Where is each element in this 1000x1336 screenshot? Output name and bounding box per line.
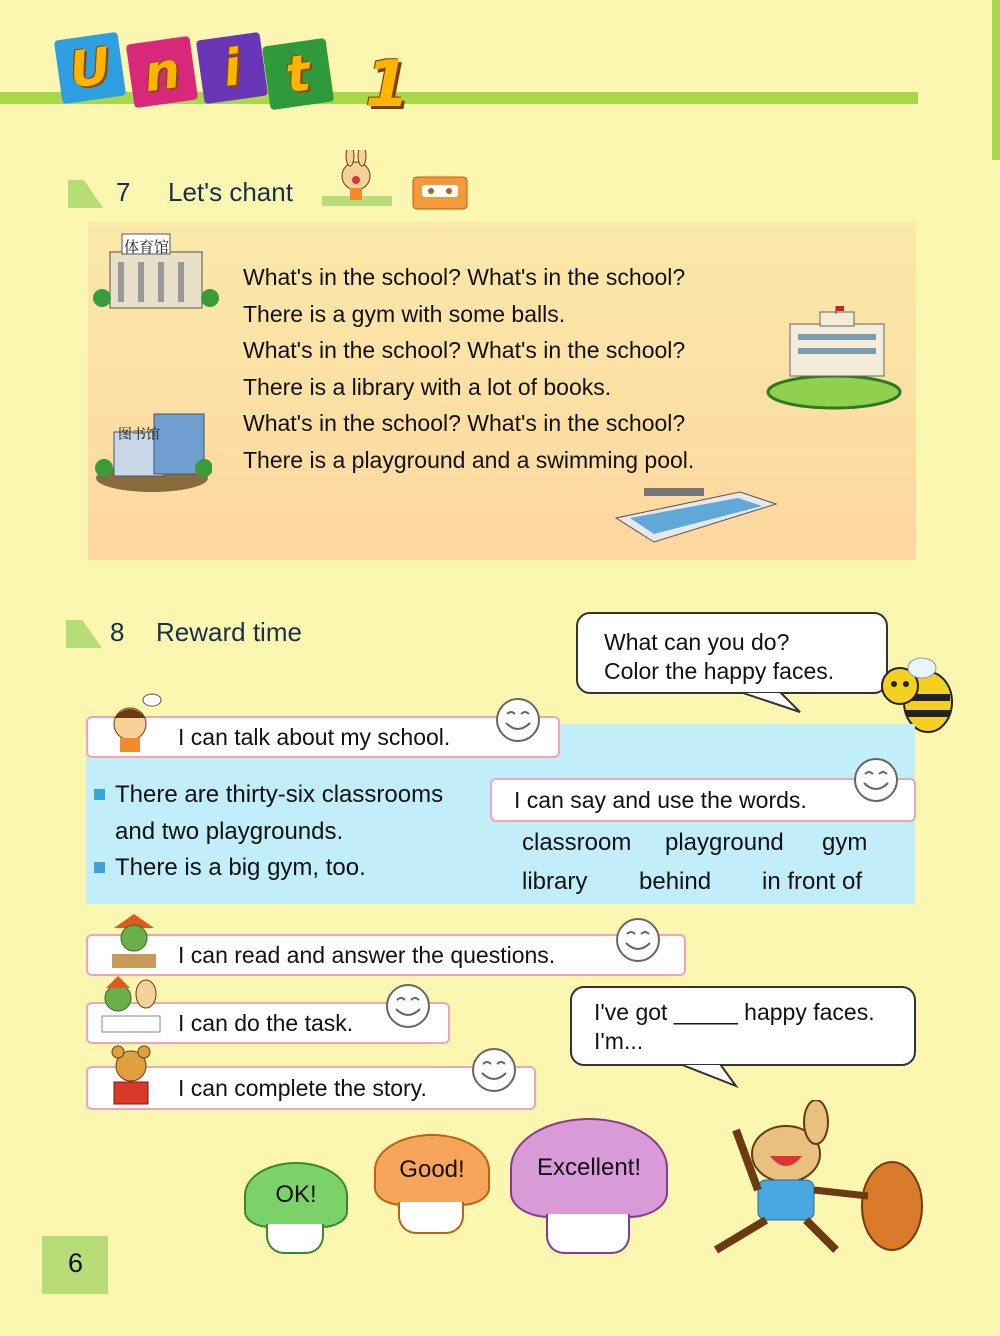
right-edge-strip (992, 0, 1000, 160)
school-building-illustration (766, 306, 904, 410)
vocab-word: behind (639, 868, 712, 895)
speech-bubble-question (576, 612, 888, 694)
kids-with-book-icon (96, 976, 166, 1036)
chant-line: What's in the school? What's in the school? (243, 337, 686, 363)
girl-reading-icon (108, 912, 160, 972)
unit-letter: n (140, 40, 184, 104)
vocab-word: gym (822, 829, 868, 856)
unit-letter: U (65, 36, 115, 100)
can-read-label: I can read and answer the questions. (178, 941, 556, 968)
singing-rabbit-icon (322, 150, 392, 210)
unit-tile-t (262, 38, 334, 110)
bear-reading-icon (106, 1044, 156, 1106)
gym-sign: 体育馆 (124, 238, 170, 256)
library-sign: 图书馆 (118, 427, 160, 443)
unit-letter: t (282, 43, 314, 105)
mushroom-ok[interactable] (244, 1162, 348, 1228)
bubble-tail (740, 692, 810, 714)
chant-line: There is a library with a lot of books. (243, 374, 612, 400)
swimming-pool-illustration (614, 488, 778, 546)
bullet-icon (94, 862, 105, 873)
happy-face-icon[interactable] (852, 756, 900, 804)
mushroom-stem (546, 1214, 630, 1254)
bubble-line: I'm... (594, 1028, 644, 1054)
chant-line: There is a gym with some balls. (243, 301, 566, 327)
can-say-label: I can say and use the words. (514, 786, 807, 813)
vocab-word: classroom (522, 829, 632, 856)
unit-number: 1 (365, 48, 410, 122)
can-talk-label: I can talk about my school. (178, 723, 451, 750)
mushroom-stem (398, 1202, 464, 1234)
boy-thinking-icon (106, 688, 162, 752)
section8-title: Reward time (156, 617, 302, 647)
unit-tile-i (196, 32, 268, 104)
section7-title: Let's chant (168, 177, 293, 207)
page-number: 6 (68, 1248, 84, 1278)
section8-number: 8 (110, 617, 125, 647)
section7-marker (68, 180, 156, 208)
mushroom-good[interactable] (374, 1134, 490, 1206)
mushroom-label: Good! (399, 1156, 465, 1183)
can-read-item (86, 934, 686, 976)
mushroom-label: Excellent! (536, 1154, 642, 1181)
chant-line: What's in the school? What's in the school? (243, 410, 686, 436)
bullet-text: and two playgrounds. (115, 818, 344, 845)
can-task-label: I can do the task. (178, 1009, 354, 1036)
vocab-word: in front of (762, 868, 863, 895)
unit-tile-n (126, 36, 198, 108)
section7-number: 7 (116, 177, 131, 207)
speech-bubble-count (570, 986, 916, 1066)
happy-face-icon[interactable] (384, 982, 432, 1030)
mushroom-label: OK! (275, 1181, 317, 1208)
bubble-line: I've got _____ happy faces. (594, 999, 875, 1025)
bullet-text: There is a big gym, too. (115, 854, 366, 881)
happy-face-icon[interactable] (614, 916, 662, 964)
bubble-line: What can you do? (604, 629, 790, 655)
vocab-word: library (522, 868, 588, 895)
cassette-icon[interactable] (412, 176, 468, 210)
unit-letter: i (219, 38, 245, 98)
rabbit-with-basket-illustration (696, 1100, 926, 1260)
mushroom-stem (266, 1224, 324, 1254)
vocab-word: playground (665, 829, 784, 856)
happy-face-icon[interactable] (470, 1046, 518, 1094)
happy-face-icon[interactable] (494, 696, 542, 744)
bullet-text: There are thirty-six classrooms (115, 781, 444, 808)
chant-line: What's in the school? What's in the school? (243, 264, 686, 290)
chant-line: There is a playground and a swimming pool. (243, 447, 695, 473)
mushroom-excellent[interactable] (510, 1118, 668, 1218)
bubble-tail (680, 1064, 740, 1088)
unit-tile-u (54, 32, 126, 104)
bullet-icon (94, 789, 105, 800)
bubble-line: Color the happy faces. (604, 658, 835, 684)
can-story-label: I can complete the story. (178, 1074, 427, 1101)
